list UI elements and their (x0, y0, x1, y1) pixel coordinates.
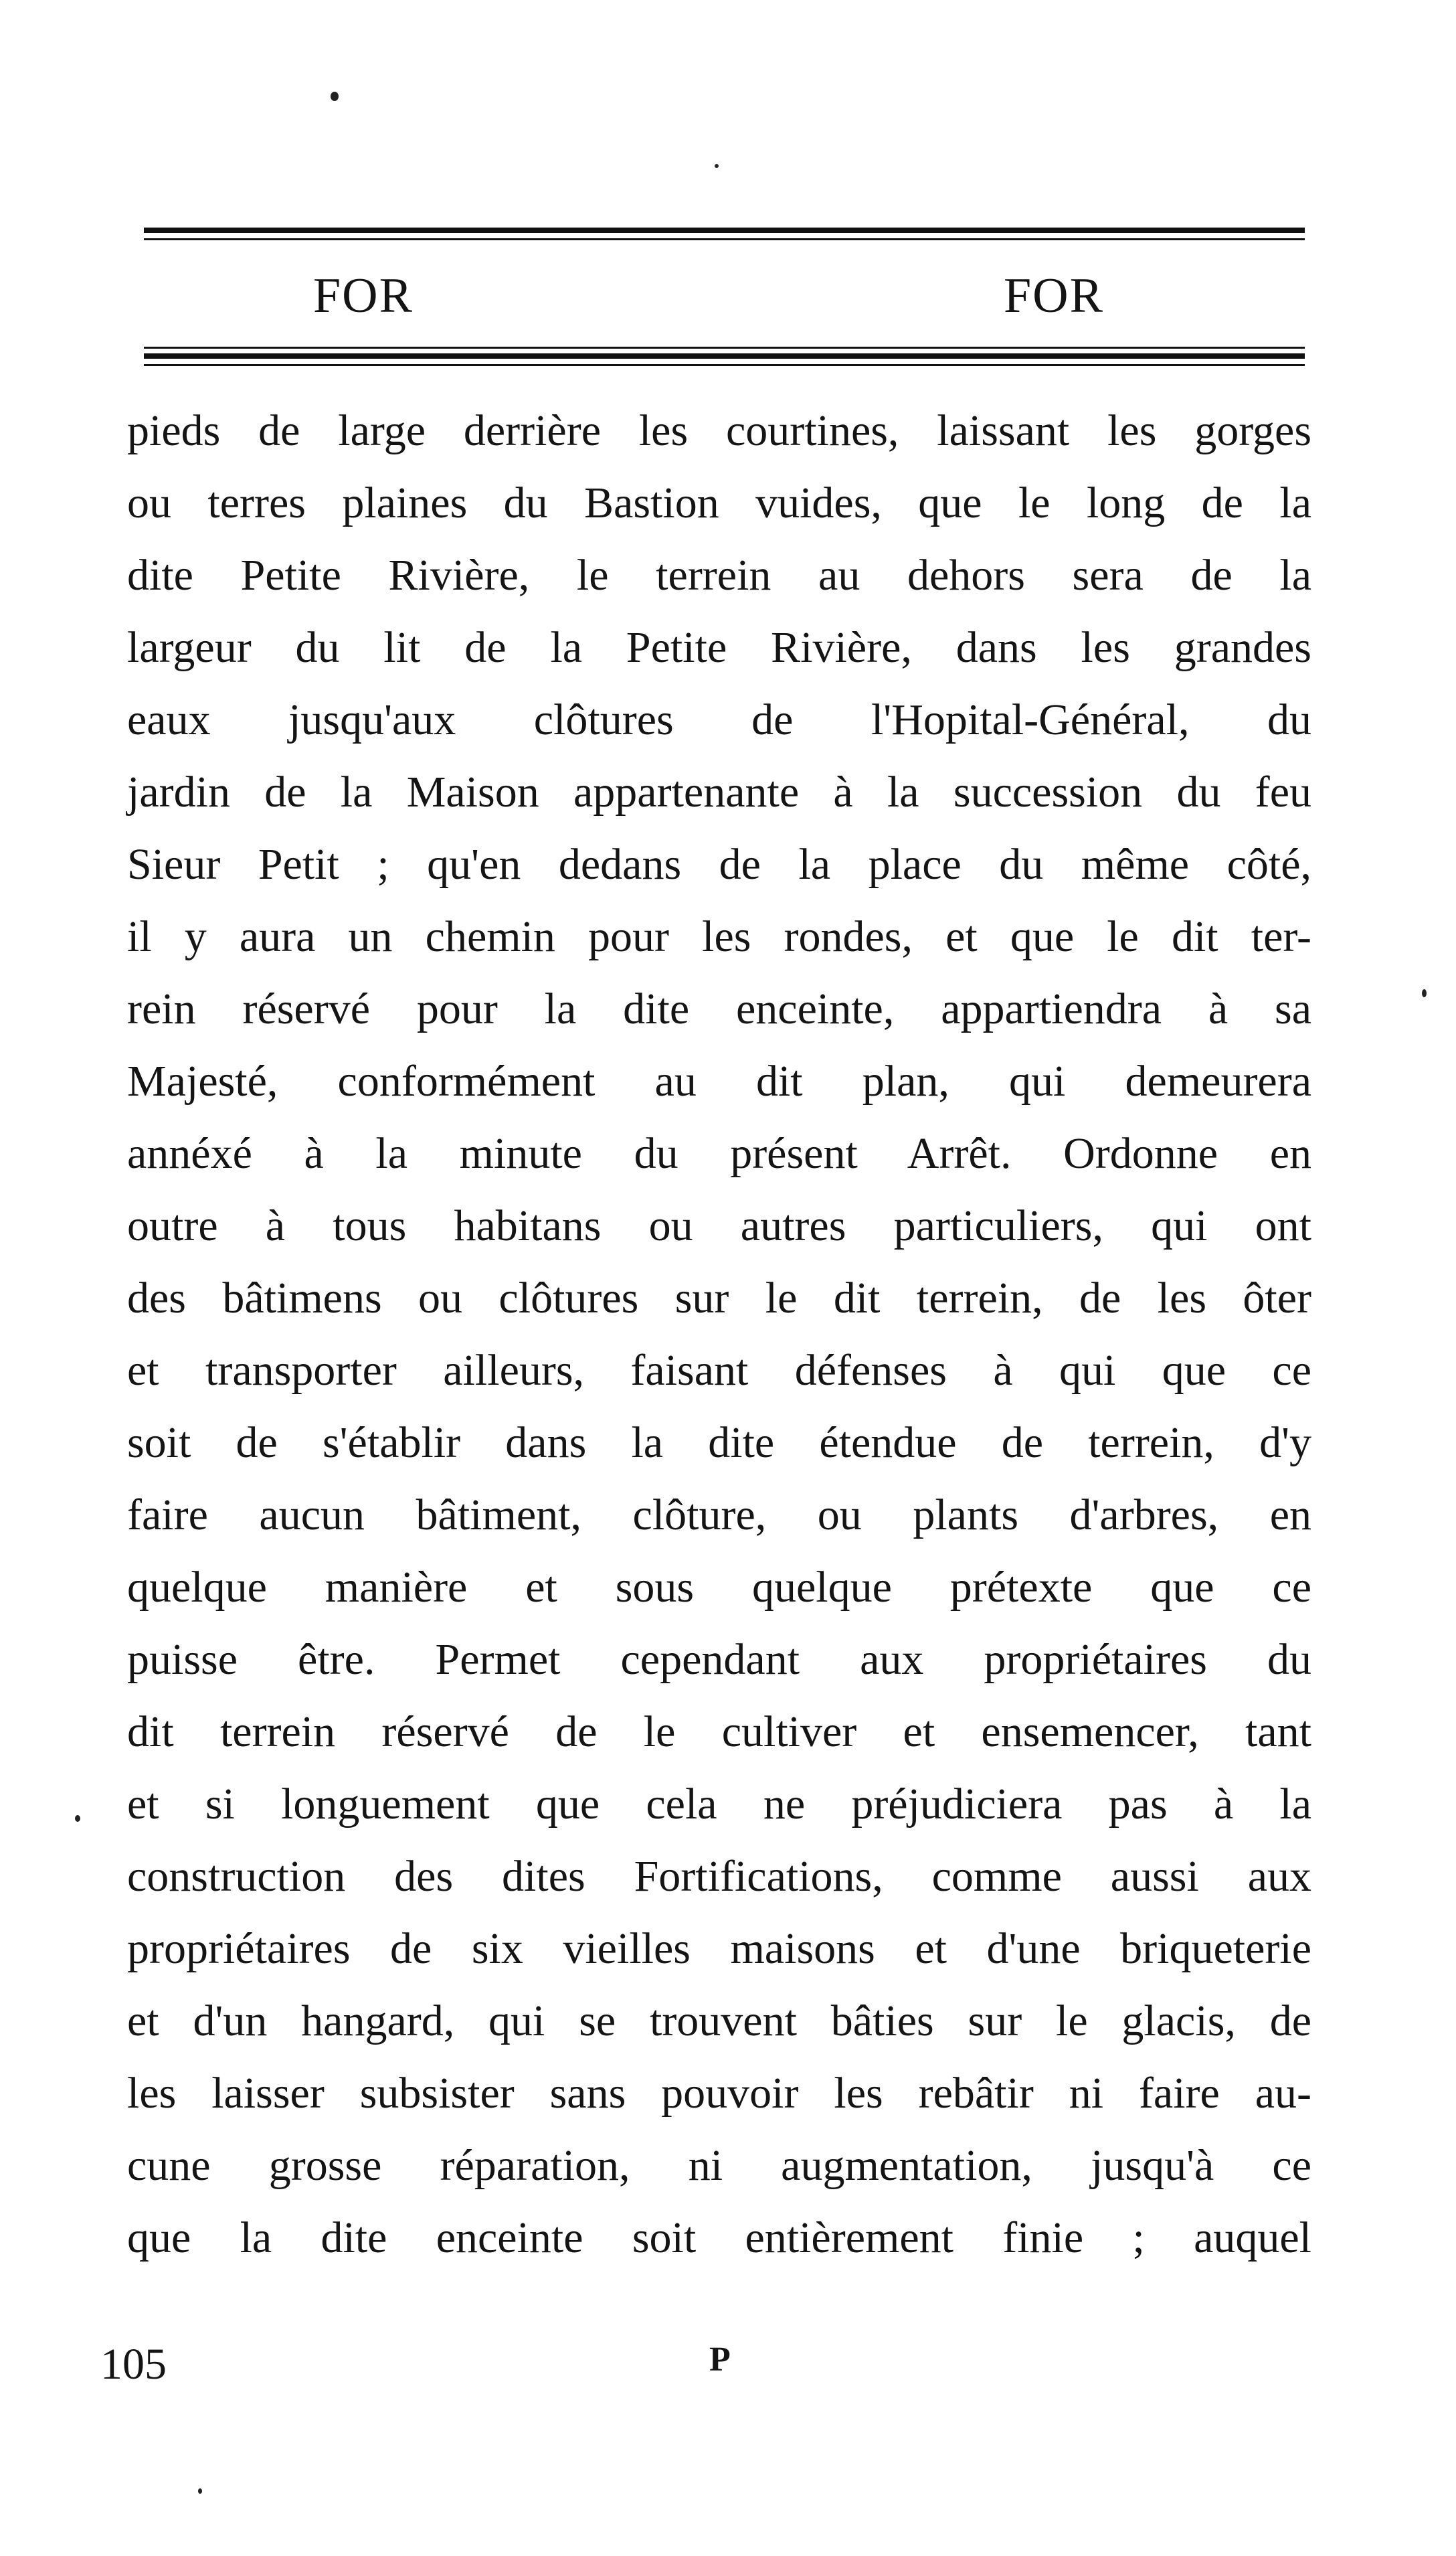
text-line: que la dite enceinte soit entièrement finie ; auquel (127, 2213, 1311, 2262)
text-line: et transporter ailleurs, faisant défenses à qui que ce (127, 1346, 1311, 1395)
text-line: propriétaires de six vieilles maisons et d'une briqueterie (127, 1924, 1311, 1973)
header-rule-top-thin (144, 238, 1305, 240)
text-line: construction des dites Fortifications, comme aussi aux (127, 1852, 1311, 1901)
text-line: soit de s'établir dans la dite étendue de terrein, d'y (127, 1418, 1311, 1467)
ink-speck (1422, 989, 1427, 997)
ink-speck (331, 92, 339, 101)
text-line: Majesté, conformément au dit plan, qui demeurera (127, 1057, 1311, 1106)
text-line: et d'un hangard, qui se trouvent bâties sur le glacis, de (127, 1996, 1311, 2045)
text-line: cune grosse réparation, ni augmentation, jusqu'à ce (127, 2141, 1311, 2190)
ink-speck (75, 1815, 80, 1822)
header-rule-bottom-thick (144, 353, 1305, 359)
text-line: dit terrein réservé de le cultiver et ensemencer, tant (127, 1707, 1311, 1756)
text-line: puisse être. Permet cependant aux propriétaires du (127, 1635, 1311, 1684)
text-line: eaux jusqu'aux clôtures de l'Hopital-Général, du (127, 695, 1311, 744)
text-line: il y aura un chemin pour les rondes, et que le dit ter- (127, 912, 1311, 961)
text-line: des bâtimens ou clôtures sur le dit terrein, de les ôter (127, 1274, 1311, 1323)
text-line: et si longuement que cela ne préjudiciera pas à la (127, 1780, 1311, 1828)
text-line: pieds de large derrière les courtines, laissant les gorges (127, 406, 1311, 455)
text-line: faire aucun bâtiment, clôture, ou plants d'arbres, en (127, 1490, 1311, 1539)
text-line: ou terres plaines du Bastion vuides, que le long de la (127, 479, 1311, 527)
body-text (127, 395, 1311, 2274)
header-rule-bottom-thin (144, 347, 1305, 349)
ink-speck (198, 2488, 202, 2494)
running-head-left: FOR (313, 268, 414, 323)
header-rule-bottom-thin-2 (144, 364, 1305, 366)
text-line: largeur du lit de la Petite Rivière, dans les grandes (127, 623, 1311, 672)
text-line: jardin de la Maison appartenante à la succession du feu (127, 768, 1311, 817)
text-line: rein réservé pour la dite enceinte, appartiendra à sa (127, 985, 1311, 1033)
text-line: outre à tous habitans ou autres particuliers, qui ont (127, 1201, 1311, 1250)
text-line: annéxé à la minute du présent Arrêt. Ordonne en (127, 1129, 1311, 1178)
text-line: dite Petite Rivière, le terrein au dehors sera de la (127, 551, 1311, 600)
text-line: quelque manière et sous quelque prétexte que ce (127, 1563, 1311, 1612)
page-number: 105 (100, 2340, 167, 2389)
running-head-right: FOR (1004, 268, 1104, 323)
header-rule-top-thick (144, 228, 1305, 233)
signature-mark: P (709, 2340, 731, 2379)
ink-speck (715, 164, 719, 168)
text-line: Sieur Petit ; qu'en dedans de la place du même côté, (127, 840, 1311, 889)
text-line: les laisser subsister sans pouvoir les rebâtir ni faire au- (127, 2069, 1311, 2118)
